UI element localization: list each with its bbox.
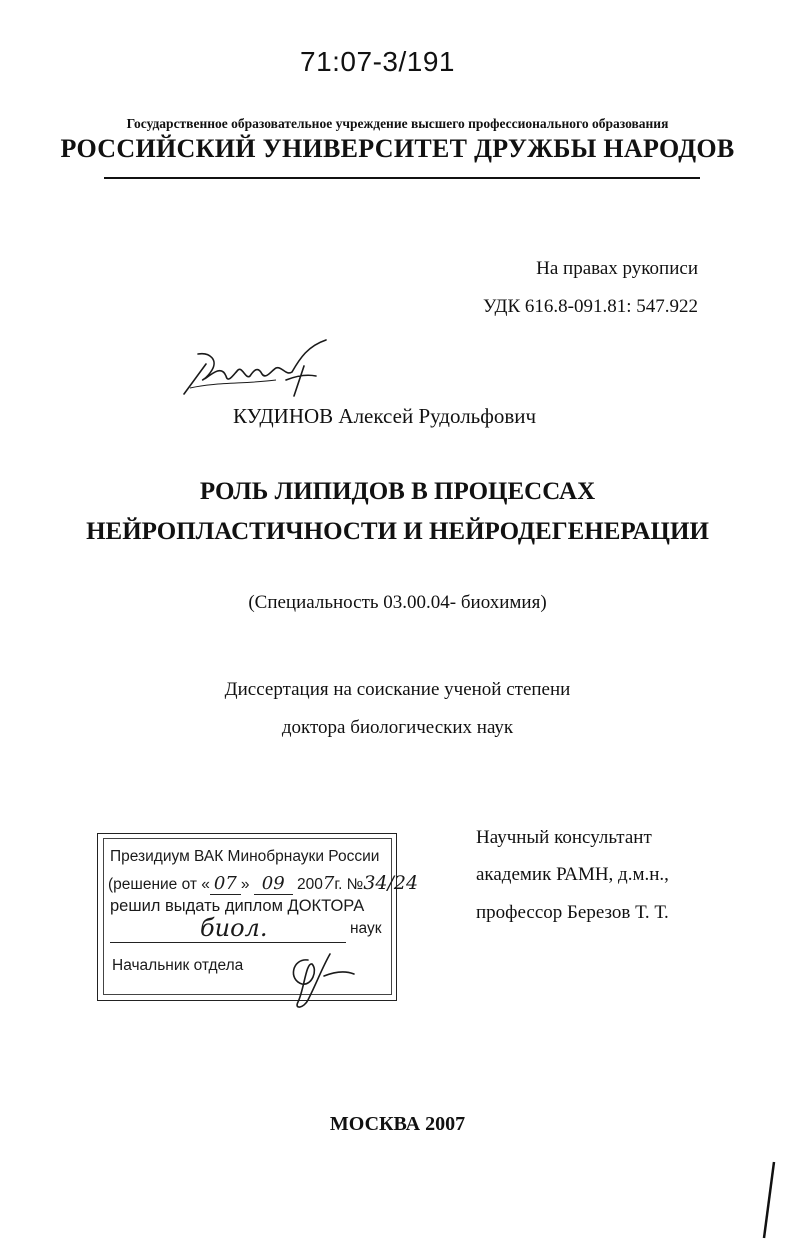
stamp-mid: » [240, 876, 250, 893]
stamp-day: 07 [210, 873, 241, 895]
consultant-line1: Научный консультант [476, 827, 652, 848]
catalog-code: 71:07-3/191 [300, 46, 455, 77]
stamp-science-handwritten: биол. [200, 914, 268, 942]
stamp-year-suffix: г. № [334, 876, 364, 893]
specialty: (Специальность 03.00.04- биохимия) [248, 592, 547, 613]
stamp-line5: Начальник отдела [112, 957, 244, 974]
stamp-month: 09 [254, 873, 293, 895]
stamp-decision-line [108, 872, 418, 894]
university-name: РОССИЙСКИЙ УНИВЕРСИТЕТ ДРУЖБЫ НАРОДОВ [60, 134, 735, 163]
consultant-line3: профессор Березов Т. Т. [476, 902, 669, 923]
city-year: МОСКВА 2007 [329, 1113, 466, 1135]
manuscript-note: На правах рукописи [536, 258, 698, 279]
degree-line1: Диссертация на соискание ученой степени [224, 679, 571, 700]
thesis-title-line2: НЕЙРОПЛАСТИЧНОСТИ И НЕЙРОДЕГЕНЕРАЦИИ [86, 518, 709, 545]
degree-line2: доктора биологических наук [281, 717, 514, 738]
stamp-year-digit: 7 [322, 873, 335, 894]
stamp-line1: Президиум ВАК Минобрнауки России [110, 848, 380, 865]
stamp-year-prefix: 200 [296, 876, 323, 893]
consultant-line2: академик РАМН, д.м.н., [476, 864, 669, 885]
thesis-title-line1: РОЛЬ ЛИПИДОВ В ПРОЦЕССАХ [199, 478, 596, 505]
stamp-decision-prefix: (решение от « [108, 876, 210, 893]
header-divider [104, 177, 700, 179]
author-signature [176, 336, 346, 406]
udc-code: УДК 616.8-091.81: 547.922 [482, 296, 698, 317]
stamp-science-suffix: наук [350, 920, 382, 937]
stamp-line3: решил выдать диплом ДОКТОРА [110, 897, 365, 915]
margin-mark [758, 1160, 778, 1240]
official-signature [278, 940, 368, 1010]
stamp-number: 34/24 [363, 872, 419, 894]
author-name: КУДИНОВ Алексей Рудольфович [233, 404, 537, 428]
institution-name: Государственное образовательное учреждение высшего профессионального образования [126, 116, 669, 131]
